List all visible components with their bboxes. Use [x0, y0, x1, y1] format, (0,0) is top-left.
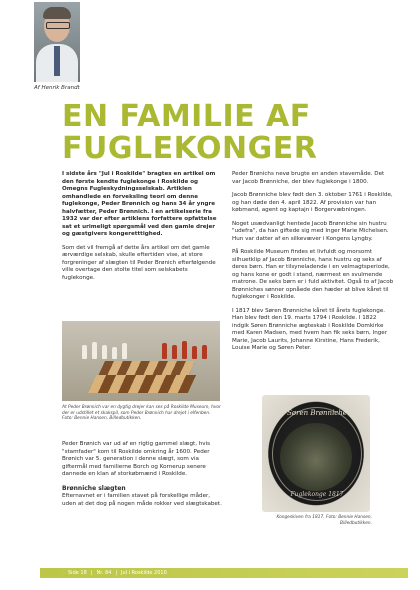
chess-photo: [62, 321, 220, 401]
body-paragraph: Peder Brønichs nevø brugte en anden stavemåde. Det var Jacob Brønniche, der blev fuglekonge i 1800.: [232, 171, 385, 185]
article-headline: EN FAMILIE AF FUGLEKONGER: [62, 99, 318, 166]
footer-band: [40, 568, 408, 578]
body-paragraph: På Roskilde Museum findes et livfuldt og morsomt silhuetklip af Jacob Brønniche, hans hustru og seks af deres børn. Han er tilsyneladende i en velmagtsperiode, og hans kone er godt i stand, nærmest en svulmende matrone. De seks børn er i fuld aktivitet. Også to af Jacob Brønniches sønner opnåede den hæder at blive kåret til fuglekonger i Roskilde.: [232, 249, 394, 300]
body-paragraph: I 1817 blev Søren Brønniche kåret til årets fuglekonge. Han blev født den 19. marts 1794 i Roskilde. I 1822 indgik Søren Brønniche ægteskab i Roskilde Domkirke med Karen Madsen, med hvem han fik seks børn, Inger Marie, Jacob Laurits, Johanne Kirstine, Hans Frederik, Louise Marie og Søren Peter.: [232, 307, 388, 351]
body-paragraph: Jacob Brønniche blev født den 3. oktober 1761 i Roskilde, og han døde den 4. april 1822. Af provision var han købmand, agent og kaptajn i Borgervæbningen.: [232, 192, 393, 213]
chess-photo-caption: At Peder Brønnich var en dygtig drejer kan ses på Roskilde Museum, hvor der er udstillet et skakspil, som Peder Brønnich har drejet i elfenben. Foto: Bennie Hansen, Billedbutikken.: [62, 405, 221, 421]
footer-text: Side 18 | Nr. 84 | Jul i Roskilde 2010: [68, 570, 167, 576]
body-paragraph: Noget usædvanligt hentede Jacob Brønniche sin hustru "udefra", da han giftede sig med Inger Marie Michelsen. Hun var datter af en silkevæver i Kongens Lyngby.: [232, 220, 389, 242]
left-column: [62, 171, 222, 288]
page-number: Side 18: [68, 570, 87, 576]
issue-number: Nr. 84: [96, 570, 112, 576]
section-subheading: Brønniche slægten: [62, 484, 126, 492]
left-column-lower: [62, 441, 222, 514]
byline: Af Henrik Brandt: [34, 85, 80, 91]
kongeskive-caption: Kongeskiven fra 1817. Foto: Bennie Hansen, Billedbutikken.: [276, 515, 372, 526]
body-paragraph: Peder Brønich var ud af en rigtig gammel slægt, hvis "stamfader" kom til Roskilde omkring år 1600. Peder Brønich var 5. generation i denne slægt, som via giftermål med familierne Borch og Kornerup senere dannede en klan af storkøbmænd i Roskilde.: [62, 441, 211, 477]
kongeskive-script-bottom: Fuglekonge 1817: [290, 491, 344, 498]
body-paragraph: Som det vil fremgå af dette års artikel om det gamle ærværdige selskab, skulle eftertiden vise, at store forgreninger af slægten til Peder Brønich efterfølgende ville overtage den stolte titel som selskabets fuglekonge.: [62, 244, 216, 281]
publication-name: Jul i Roskilde 2010: [121, 570, 167, 576]
kongeskive-script-top: Søren Brønniche: [287, 409, 347, 417]
author-photo: [34, 2, 80, 82]
kongeskive-photo: [262, 395, 370, 512]
right-column: [232, 171, 395, 359]
intro-paragraph: I sidste års "Jul i Roskilde" bragtes en artikel om den første kendte fuglekonge i Roskilde og Omegns Fugleskydningsselskab. Artiklen omhandlede en forveksling teori om denne fuglekonge, Peder Brønnich og hans 34 år yngre halvfætter, Peder Brønnich. I en artikelserie fra 1932 var der efter artiklens forfattere opfattelse sat et urimeligt spørgsmål ved den gamle drejer og gæstgivers kongeretttighed.: [62, 171, 217, 237]
body-paragraph: Efternavnet er i familien stavet på forskellige måder, uden at det dog på nogen måde rokker ved slægtskabet.: [62, 493, 222, 507]
